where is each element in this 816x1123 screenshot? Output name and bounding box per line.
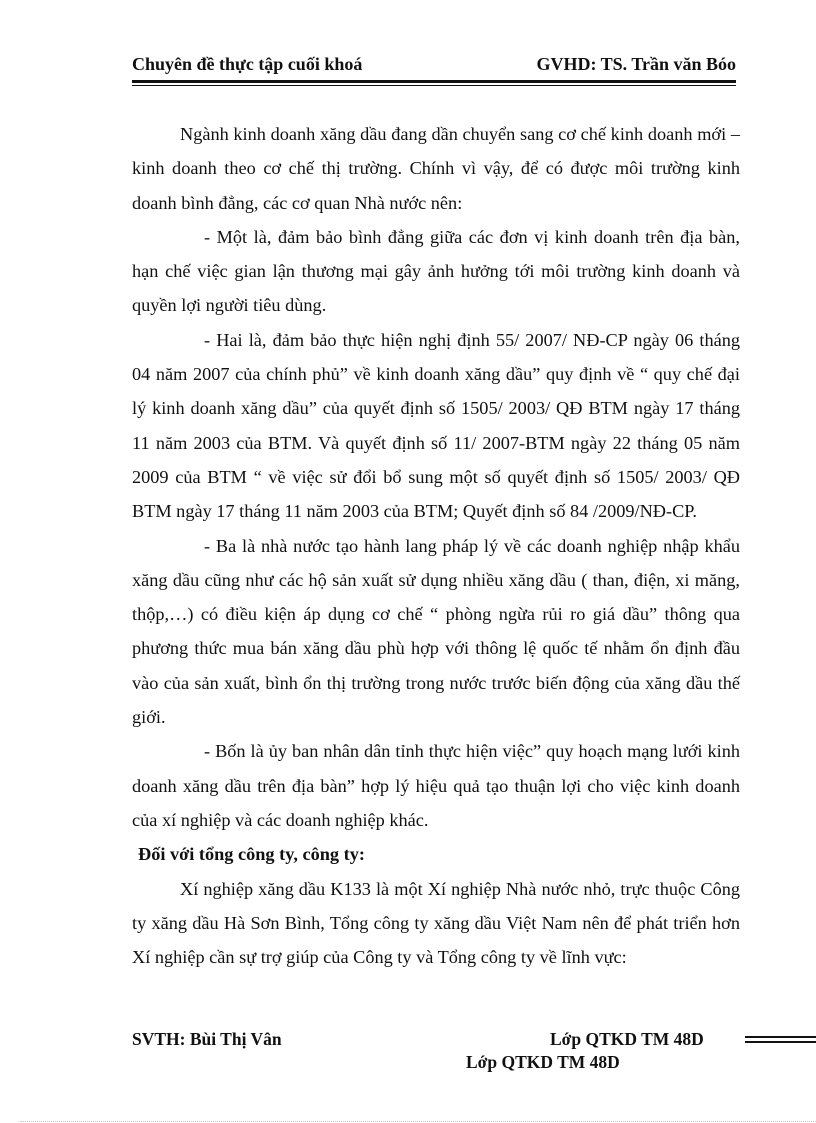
section-heading: Đối với tổng công ty, công ty: [138, 844, 365, 865]
header-rule-thick [132, 80, 736, 83]
intro-paragraph: Ngành kinh doanh xăng dầu đang dần chuyển sang cơ chế kinh doanh mới – kinh doanh theo cơ chế thị trường. Chính vì vậy, để có được môi trường kinh doanh bình đẳng, các cơ quan Nhà nước nên: [132, 124, 740, 213]
bullet-paragraph-1: - Một là, đảm bảo bình đẳng giữa các đơn vị kinh doanh trên địa bàn, hạn chế việc gian lận thương mại gây ảnh hưởng tới môi trường kinh doanh và quyền lợi người tiêu dùng. [132, 226, 740, 316]
footer-rule-top [745, 1036, 816, 1038]
closing-paragraph: Xí nghiệp xăng dầu K133 là một Xí nghiệp Nhà nước nhỏ, trực thuộc Công ty xăng dầu Hà Sơn Bình, Tổng công ty xăng dầu Việt Nam nên để phát triển hơn Xí nghiệp cần sự trợ giúp của Công ty và Tổng công ty về lĩnh vực: [132, 878, 740, 968]
bullet-paragraph-2: - Hai là, đảm bảo thực hiện nghị định 55/ 2007/ NĐ-CP ngày 06 tháng 04 năm 2007 của chính phủ” về kinh doanh xăng dầu” quy định về “ quy chế đại lý kinh doanh xăng dầu” của quyết định số 1505/ 2003/ QĐ BTM ngày 17 tháng 11 năm 2003 của BTM. Và quyết định số 11/ 2007-BTM ngày 22 tháng 05 năm 2009 của BTM “ về việc sử đổi bổ sung một số quyết định số 1505/ 2003/ QĐ BTM ngày 17 tháng 11 năm 2003 của BTM; Quyết định số 84 /2009/NĐ-CP. [132, 329, 740, 522]
header-rule-thin [132, 85, 736, 86]
bullet-paragraph-4: - Bốn là ủy ban nhân dân tỉnh thực hiện việc” quy hoạch mạng lưới kinh doanh xăng dầu trên địa bàn” hợp lý hiệu quả tạo thuận lợi cho việc kinh doanh của xí nghiệp và các doanh nghiệp khác. [132, 741, 740, 830]
page-bottom-dotted-line [20, 1121, 816, 1122]
header-document-title: Chuyên đề thực tập cuối khoá [132, 54, 363, 74]
header-supervisor: GVHD: TS. Trần văn Bóo [536, 54, 736, 74]
footer-class-label-duplicate: Lớp QTKD TM 48D [466, 1052, 620, 1072]
footer-class-label: Lớp QTKD TM 48D [550, 1029, 704, 1049]
footer-student-name: SVTH: Bùi Thị Vân [132, 1029, 282, 1049]
document-body [132, 117, 740, 974]
footer-rule-bottom [745, 1041, 816, 1043]
page-header [132, 52, 736, 78]
bullet-paragraph-3: - Ba là nhà nước tạo hành lang pháp lý về các doanh nghiệp nhập khẩu xăng dầu cũng như các hộ sản xuất sử dụng nhiều xăng dầu ( than, điện, xi măng, thộp,…) có điều kiện áp dụng cơ chế “ phòng ngừa rủi ro giá dầu” thông qua phương thức mua bán xăng dầu phù hợp với thông lệ quốc tế nhằm ổn định đầu vào của sản xuất, bình ổn thị trường trong nước trước biến động của xăng dầu thế giới. [132, 535, 740, 728]
